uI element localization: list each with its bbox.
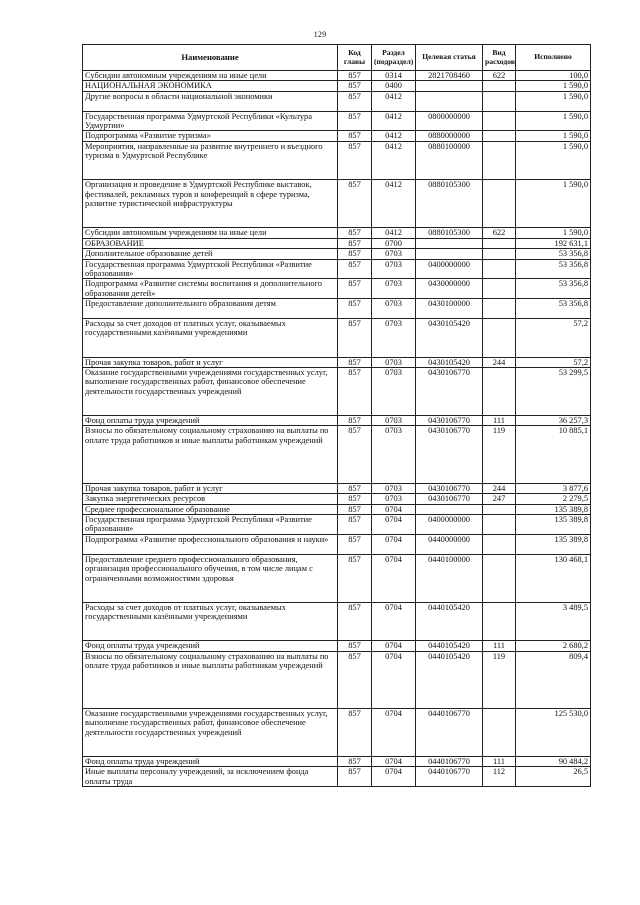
row-section-cell: 0703 xyxy=(372,368,416,416)
row-target-cell: 0440100000 xyxy=(416,554,483,602)
header-type: Вид расходов xyxy=(483,45,516,71)
row-amount-cell: 2 279,5 xyxy=(516,494,591,504)
row-amount-cell: 53 356,8 xyxy=(516,259,591,279)
row-amount-cell: 135 389,8 xyxy=(516,515,591,535)
row-type-cell: 622 xyxy=(483,71,516,81)
row-section-cell: 0703 xyxy=(372,299,416,319)
table-row xyxy=(83,426,591,483)
row-target-cell: 0430105420 xyxy=(416,357,483,367)
table-body xyxy=(83,71,591,787)
row-name-cell: Оказание государственными учреждениями государственных услуг, выполнение государственных работ, финансовое обеспечение деятельности государственных учреждений xyxy=(83,709,338,757)
row-section-cell: 0704 xyxy=(372,534,416,554)
row-code-cell: 857 xyxy=(338,319,372,358)
row-section-cell: 0703 xyxy=(372,483,416,493)
row-section-cell: 0704 xyxy=(372,602,416,641)
row-type-cell xyxy=(483,602,516,641)
table-row xyxy=(83,111,591,131)
row-amount-cell: 57,2 xyxy=(516,319,591,358)
row-type-cell: 244 xyxy=(483,357,516,367)
row-name-cell: Дополнительное образование детей xyxy=(83,249,338,259)
row-code-cell: 857 xyxy=(338,131,372,141)
row-amount-cell: 3 489,5 xyxy=(516,602,591,641)
row-section-cell: 0704 xyxy=(372,554,416,602)
row-name-cell: НАЦИОНАЛЬНАЯ ЭКОНОМИКА xyxy=(83,81,338,91)
row-type-cell xyxy=(483,259,516,279)
row-target-cell xyxy=(416,81,483,91)
row-code-cell: 857 xyxy=(338,757,372,767)
row-amount-cell: 53 356,8 xyxy=(516,299,591,319)
row-target-cell: 0440106770 xyxy=(416,767,483,787)
row-amount-cell: 130 468,1 xyxy=(516,554,591,602)
header-name: Наименование xyxy=(83,45,338,71)
row-section-cell: 0704 xyxy=(372,641,416,651)
row-name-cell: Государственная программа Удмуртской Республики «Развитие образования» xyxy=(83,515,338,535)
row-amount-cell: 2 680,2 xyxy=(516,641,591,651)
table-row xyxy=(83,515,591,535)
row-section-cell: 0704 xyxy=(372,515,416,535)
row-target-cell: 2821708460 xyxy=(416,71,483,81)
row-target-cell: 0440105420 xyxy=(416,651,483,708)
row-name-cell: Расходы за счет доходов от платных услуг, оказываемых государственными казёнными учреждениями xyxy=(83,602,338,641)
row-type-cell xyxy=(483,368,516,416)
row-section-cell: 0412 xyxy=(372,111,416,131)
row-code-cell: 857 xyxy=(338,534,372,554)
table-row xyxy=(83,249,591,259)
row-name-cell: Подпрограмма «Развитие профессионального образования и науки» xyxy=(83,534,338,554)
row-name-cell: Субсидии автономным учреждениям на иные цели xyxy=(83,71,338,81)
row-type-cell: 112 xyxy=(483,767,516,787)
row-amount-cell: 53 299,5 xyxy=(516,368,591,416)
table-row xyxy=(83,71,591,81)
row-amount-cell: 1 590,0 xyxy=(516,180,591,228)
row-target-cell: 0440000000 xyxy=(416,534,483,554)
table-row xyxy=(83,91,591,111)
row-target-cell: 0440105420 xyxy=(416,641,483,651)
row-name-cell: Государственная программа Удмуртской Республики «Развитие образования» xyxy=(83,259,338,279)
row-amount-cell: 57,2 xyxy=(516,357,591,367)
row-target-cell xyxy=(416,504,483,514)
row-code-cell: 857 xyxy=(338,249,372,259)
row-section-cell: 0412 xyxy=(372,180,416,228)
table-row xyxy=(83,494,591,504)
row-section-cell: 0703 xyxy=(372,319,416,358)
row-type-cell xyxy=(483,504,516,514)
row-section-cell: 0412 xyxy=(372,228,416,238)
row-section-cell: 0314 xyxy=(372,71,416,81)
row-type-cell xyxy=(483,180,516,228)
header-code: Код главы xyxy=(338,45,372,71)
row-type-cell: 622 xyxy=(483,228,516,238)
row-amount-cell: 809,4 xyxy=(516,651,591,708)
row-target-cell: 0440106770 xyxy=(416,709,483,757)
row-type-cell xyxy=(483,131,516,141)
row-type-cell: 111 xyxy=(483,641,516,651)
row-name-cell: Подпрограмма «Развитие системы воспитания и дополнительного образования детей» xyxy=(83,279,338,299)
row-target-cell: 0430106770 xyxy=(416,416,483,426)
row-type-cell xyxy=(483,554,516,602)
row-section-cell: 0703 xyxy=(372,494,416,504)
budget-execution-table xyxy=(82,44,591,787)
table-row xyxy=(83,299,591,319)
row-target-cell: 0430106770 xyxy=(416,483,483,493)
row-code-cell: 857 xyxy=(338,228,372,238)
row-section-cell: 0703 xyxy=(372,249,416,259)
row-amount-cell: 135 389,8 xyxy=(516,504,591,514)
row-name-cell: Среднее профессиональное образование xyxy=(83,504,338,514)
row-amount-cell: 53 356,8 xyxy=(516,249,591,259)
table-row xyxy=(83,368,591,416)
table-row xyxy=(83,534,591,554)
row-code-cell: 857 xyxy=(338,91,372,111)
row-name-cell: Подпрограмма «Развитие туризма» xyxy=(83,131,338,141)
row-target-cell: 0800000000 xyxy=(416,111,483,131)
table-row xyxy=(83,767,591,787)
table-row xyxy=(83,504,591,514)
row-section-cell: 0700 xyxy=(372,238,416,248)
row-section-cell: 0703 xyxy=(372,357,416,367)
row-name-cell: Взносы по обязательному социальному страхованию на выплаты по оплате труда работников и иные выплаты работникам учреждений xyxy=(83,651,338,708)
row-section-cell: 0703 xyxy=(372,259,416,279)
row-type-cell xyxy=(483,91,516,111)
row-amount-cell: 125 530,0 xyxy=(516,709,591,757)
row-code-cell: 857 xyxy=(338,602,372,641)
row-section-cell: 0412 xyxy=(372,141,416,180)
row-code-cell: 857 xyxy=(338,767,372,787)
row-target-cell xyxy=(416,238,483,248)
row-amount-cell: 10 885,1 xyxy=(516,426,591,483)
row-code-cell: 857 xyxy=(338,81,372,91)
row-type-cell: 244 xyxy=(483,483,516,493)
row-type-cell: 111 xyxy=(483,757,516,767)
row-type-cell: 119 xyxy=(483,651,516,708)
row-amount-cell: 192 631,1 xyxy=(516,238,591,248)
row-target-cell xyxy=(416,91,483,111)
row-section-cell: 0704 xyxy=(372,651,416,708)
row-name-cell: Организация и проведение в Удмуртской Республике выставок, фестивалей, рекламных туров и конференций в сфере туризма, развитие туристической инфраструктуры xyxy=(83,180,338,228)
row-target-cell: 0430100000 xyxy=(416,299,483,319)
row-name-cell: Предоставление среднего профессионального образования, организация профессионального обучения, в том числе лицам с ограниченными возможностями здоровья xyxy=(83,554,338,602)
row-name-cell: Предоставление дополнительного образования детям xyxy=(83,299,338,319)
row-type-cell: 111 xyxy=(483,416,516,426)
row-target-cell: 0430105420 xyxy=(416,319,483,358)
row-amount-cell: 1 590,0 xyxy=(516,111,591,131)
row-code-cell: 857 xyxy=(338,709,372,757)
row-section-cell: 0704 xyxy=(372,709,416,757)
row-amount-cell: 1 590,0 xyxy=(516,81,591,91)
row-amount-cell: 26,5 xyxy=(516,767,591,787)
table-row xyxy=(83,416,591,426)
row-section-cell: 0703 xyxy=(372,279,416,299)
row-section-cell: 0412 xyxy=(372,131,416,141)
row-amount-cell: 135 389,8 xyxy=(516,534,591,554)
row-target-cell: 0880000000 xyxy=(416,131,483,141)
table-row xyxy=(83,238,591,248)
row-name-cell: Фонд оплаты труда учреждений xyxy=(83,641,338,651)
table-row xyxy=(83,279,591,299)
table-row xyxy=(83,357,591,367)
row-code-cell: 857 xyxy=(338,357,372,367)
row-code-cell: 857 xyxy=(338,504,372,514)
row-code-cell: 857 xyxy=(338,368,372,416)
row-type-cell xyxy=(483,319,516,358)
row-section-cell: 0704 xyxy=(372,757,416,767)
row-code-cell: 857 xyxy=(338,515,372,535)
row-target-cell: 0440105420 xyxy=(416,602,483,641)
row-name-cell: Мероприятия, направленные на развитие внутреннего и въездного туризма в Удмуртской Республике xyxy=(83,141,338,180)
row-code-cell: 857 xyxy=(338,299,372,319)
row-target-cell: 0400000000 xyxy=(416,515,483,535)
row-name-cell: Расходы за счет доходов от платных услуг, оказываемых государственными казёнными учреждениями xyxy=(83,319,338,358)
row-code-cell: 857 xyxy=(338,554,372,602)
table-row xyxy=(83,259,591,279)
row-name-cell: Прочая закупка товаров, работ и услуг xyxy=(83,357,338,367)
row-name-cell: Взносы по обязательному социальному страхованию на выплаты по оплате труда работников и иные выплаты работникам учреждений xyxy=(83,426,338,483)
row-code-cell: 857 xyxy=(338,651,372,708)
header-executed: Исполнено xyxy=(516,45,591,71)
row-target-cell xyxy=(416,249,483,259)
row-code-cell: 857 xyxy=(338,416,372,426)
row-type-cell xyxy=(483,279,516,299)
row-target-cell: 0880105300 xyxy=(416,228,483,238)
header-target: Целевая статья xyxy=(416,45,483,71)
row-target-cell: 0430106770 xyxy=(416,426,483,483)
table-row xyxy=(83,141,591,180)
row-code-cell: 857 xyxy=(338,141,372,180)
row-name-cell: Закупка энергетических ресурсов xyxy=(83,494,338,504)
table-row xyxy=(83,651,591,708)
row-amount-cell: 90 484,2 xyxy=(516,757,591,767)
table-row xyxy=(83,554,591,602)
row-name-cell: Иные выплаты персоналу учреждений, за исключением фонда оплаты труда xyxy=(83,767,338,787)
row-amount-cell: 36 257,3 xyxy=(516,416,591,426)
row-name-cell: Фонд оплаты труда учреждений xyxy=(83,757,338,767)
row-section-cell: 0703 xyxy=(372,426,416,483)
row-amount-cell: 53 356,8 xyxy=(516,279,591,299)
row-section-cell: 0704 xyxy=(372,767,416,787)
row-name-cell: Государственная программа Удмуртской Республики «Культура Удмуртии» xyxy=(83,111,338,131)
row-type-cell xyxy=(483,141,516,180)
table-row xyxy=(83,602,591,641)
header-section: Раздел (подраздел) xyxy=(372,45,416,71)
row-code-cell: 857 xyxy=(338,238,372,248)
table-row xyxy=(83,81,591,91)
row-code-cell: 857 xyxy=(338,180,372,228)
table-row xyxy=(83,483,591,493)
row-type-cell: 119 xyxy=(483,426,516,483)
row-section-cell: 0412 xyxy=(372,91,416,111)
row-name-cell: Фонд оплаты труда учреждений xyxy=(83,416,338,426)
row-name-cell: Оказание государственными учреждениями государственных услуг, выполнение государственных работ, финансовое обеспечение деятельности государственных учреждений xyxy=(83,368,338,416)
row-section-cell: 0704 xyxy=(372,504,416,514)
table-row xyxy=(83,228,591,238)
row-code-cell: 857 xyxy=(338,259,372,279)
row-type-cell xyxy=(483,249,516,259)
row-code-cell: 857 xyxy=(338,111,372,131)
row-name-cell: Другие вопросы в области национальной экономики xyxy=(83,91,338,111)
row-target-cell: 0880100000 xyxy=(416,141,483,180)
row-amount-cell: 1 590,0 xyxy=(516,91,591,111)
row-type-cell: 247 xyxy=(483,494,516,504)
row-amount-cell: 1 590,0 xyxy=(516,131,591,141)
row-target-cell: 0880105300 xyxy=(416,180,483,228)
row-code-cell: 857 xyxy=(338,279,372,299)
table-row xyxy=(83,641,591,651)
row-code-cell: 857 xyxy=(338,426,372,483)
row-section-cell: 0703 xyxy=(372,416,416,426)
row-amount-cell: 3 877,6 xyxy=(516,483,591,493)
table-row xyxy=(83,709,591,757)
table-row xyxy=(83,180,591,228)
row-type-cell xyxy=(483,111,516,131)
page-number: 129 xyxy=(313,30,327,39)
row-type-cell xyxy=(483,238,516,248)
row-type-cell xyxy=(483,534,516,554)
row-target-cell: 0430106770 xyxy=(416,368,483,416)
row-type-cell xyxy=(483,515,516,535)
row-name-cell: Прочая закупка товаров, работ и услуг xyxy=(83,483,338,493)
row-name-cell: Субсидии автономным учреждениям на иные цели xyxy=(83,228,338,238)
table-row xyxy=(83,757,591,767)
row-target-cell: 0440106770 xyxy=(416,757,483,767)
row-section-cell: 0400 xyxy=(372,81,416,91)
row-name-cell: ОБРАЗОВАНИЕ xyxy=(83,238,338,248)
row-code-cell: 857 xyxy=(338,71,372,81)
row-code-cell: 857 xyxy=(338,483,372,493)
table-header-row xyxy=(83,45,591,71)
row-code-cell: 857 xyxy=(338,641,372,651)
row-target-cell: 0430000000 xyxy=(416,279,483,299)
row-code-cell: 857 xyxy=(338,494,372,504)
row-amount-cell: 1 590,0 xyxy=(516,228,591,238)
row-target-cell: 0430106770 xyxy=(416,494,483,504)
table-row xyxy=(83,319,591,358)
row-amount-cell: 1 590,0 xyxy=(516,141,591,180)
row-type-cell xyxy=(483,81,516,91)
row-type-cell xyxy=(483,709,516,757)
row-amount-cell: 100,0 xyxy=(516,71,591,81)
row-type-cell xyxy=(483,299,516,319)
row-target-cell: 0400000000 xyxy=(416,259,483,279)
table-row xyxy=(83,131,591,141)
